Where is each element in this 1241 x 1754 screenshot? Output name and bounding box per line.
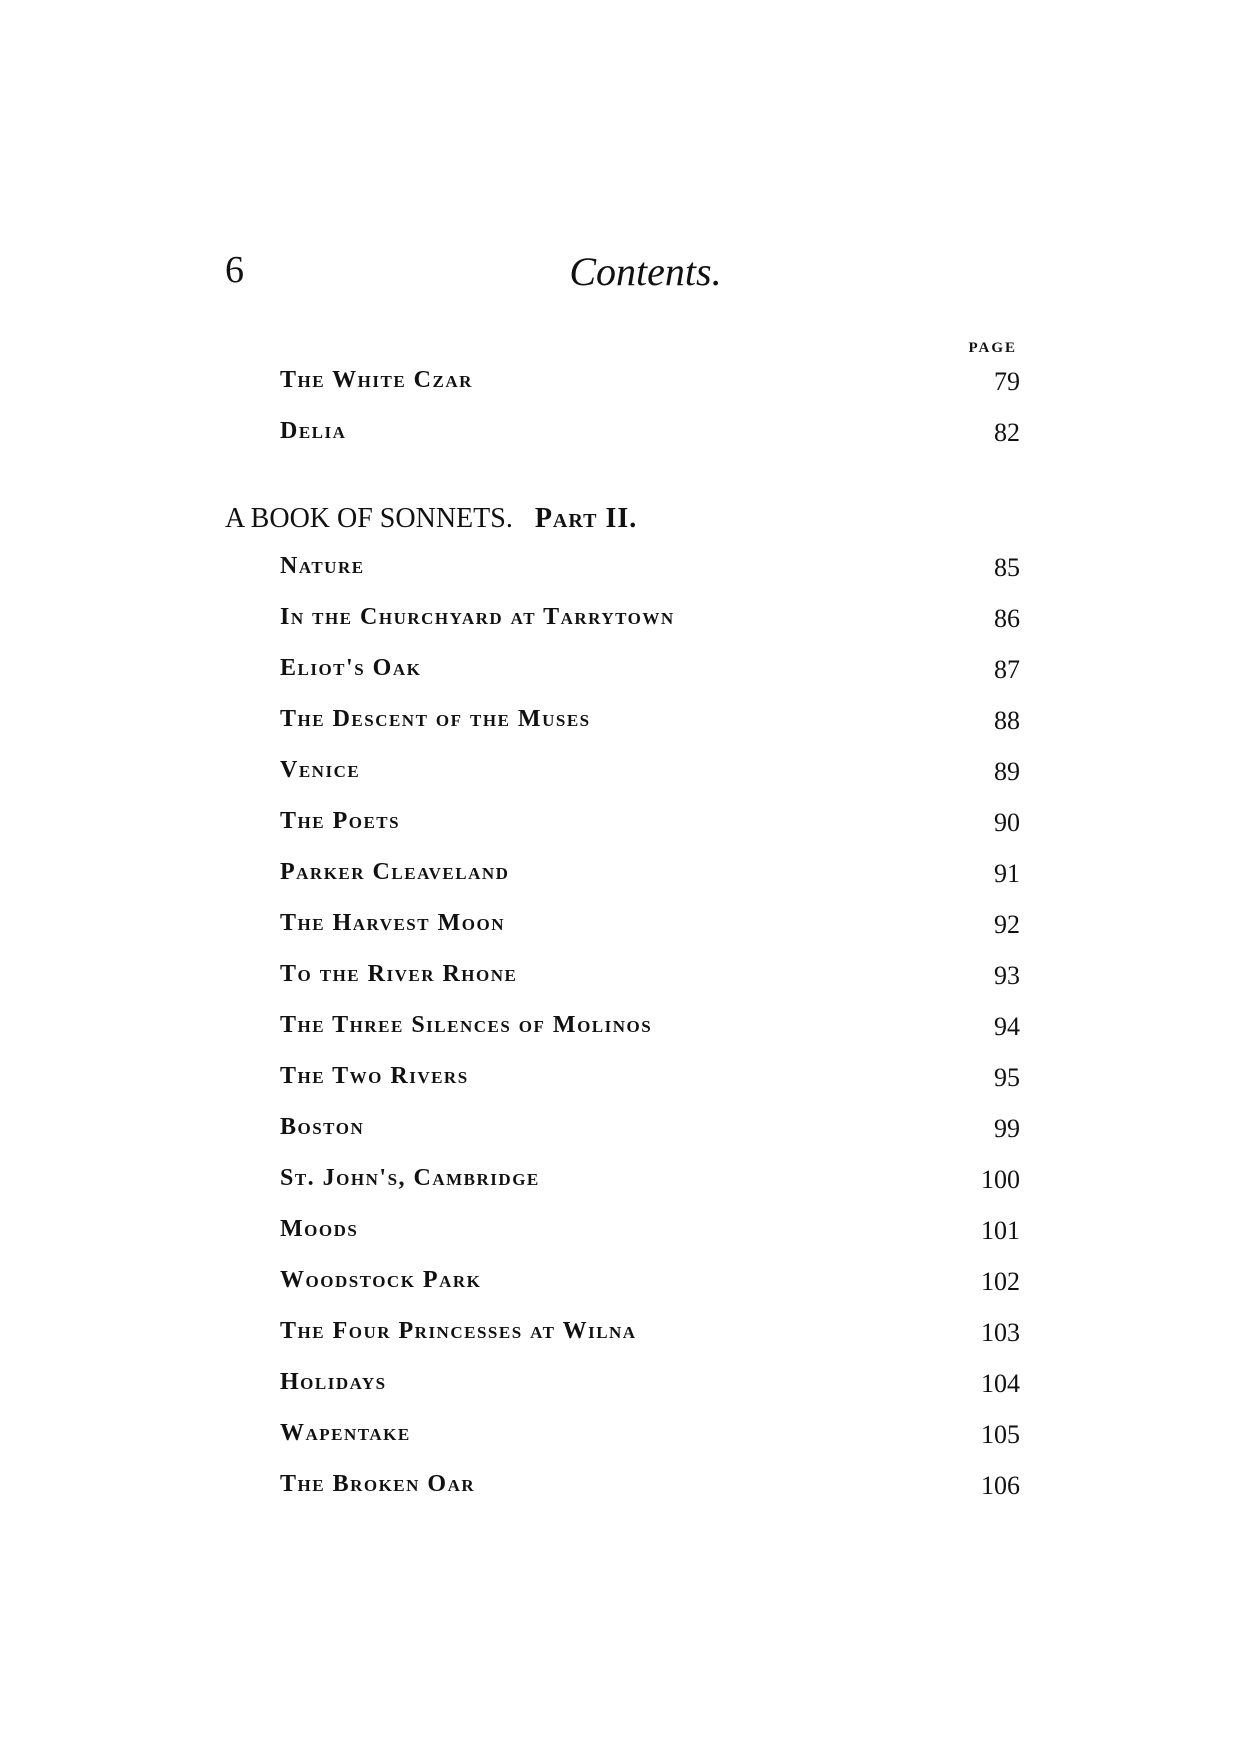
- entry-page: 79: [994, 367, 1020, 396]
- toc-entry: [280, 1063, 1020, 1103]
- toc-entry: [280, 1012, 1020, 1052]
- section-heading: [225, 503, 637, 535]
- entry-page: 94: [994, 1012, 1020, 1041]
- entry-page: 86: [994, 604, 1020, 633]
- entry-title: The Two Rivers: [280, 1063, 469, 1089]
- entry-page: 95: [994, 1063, 1020, 1092]
- entry-title: The Harvest Moon: [280, 910, 505, 936]
- entry-title: St. John's, Cambridge: [280, 1165, 540, 1191]
- entry-title: The White Czar: [280, 367, 473, 393]
- entry-page: 99: [994, 1114, 1020, 1143]
- entry-page: 89: [994, 757, 1020, 786]
- toc-entry: [280, 1471, 1020, 1511]
- entry-page: 88: [994, 706, 1020, 735]
- entry-title: The Descent of the Muses: [280, 706, 591, 732]
- toc-entry: [280, 1369, 1020, 1409]
- entry-page: 91: [994, 859, 1020, 888]
- toc-entry: [280, 1420, 1020, 1460]
- toc-entry: [280, 757, 1020, 797]
- entry-title: Boston: [280, 1114, 365, 1140]
- page-header: [0, 248, 1241, 298]
- entry-page: 93: [994, 961, 1020, 990]
- entry-title: Moods: [280, 1216, 359, 1242]
- toc-entry: [280, 1114, 1020, 1154]
- entry-page: 87: [994, 655, 1020, 684]
- entry-page: 101: [981, 1216, 1020, 1245]
- toc-entry: [280, 655, 1020, 695]
- entry-page: 102: [981, 1267, 1020, 1296]
- toc-entry: [280, 604, 1020, 644]
- page-number: 6: [225, 249, 244, 291]
- toc-entry: [280, 1318, 1020, 1358]
- entry-title: The Broken Oar: [280, 1471, 476, 1497]
- entry-title: In the Churchyard at Tarrytown: [280, 604, 675, 630]
- section-title: A BOOK OF SONNETS.: [225, 503, 513, 534]
- toc-entry: [280, 706, 1020, 746]
- toc-entry: [280, 859, 1020, 899]
- entry-page: 105: [981, 1420, 1020, 1449]
- entry-title: Woodstock Park: [280, 1267, 482, 1293]
- page-column-label: PAGE: [968, 340, 1017, 356]
- toc-entry: [280, 808, 1020, 848]
- entry-title: Venice: [280, 757, 361, 783]
- entry-page: 104: [981, 1369, 1020, 1398]
- section-part: Part II.: [534, 503, 638, 534]
- entry-title: To the River Rhone: [280, 961, 518, 987]
- entry-title: Delia: [280, 418, 347, 444]
- entry-title: Wapentake: [280, 1420, 411, 1446]
- toc-entry: [280, 1267, 1020, 1307]
- entry-title: Holidays: [280, 1369, 387, 1395]
- toc-entry: [280, 367, 1020, 407]
- toc-entry: [280, 1165, 1020, 1205]
- toc-entry: [280, 553, 1020, 593]
- entry-page: 85: [994, 553, 1020, 582]
- entry-page: 90: [994, 808, 1020, 837]
- entry-title: The Four Princesses at Wilna: [280, 1318, 637, 1344]
- toc-entry: [280, 910, 1020, 950]
- toc-entry: [280, 1216, 1020, 1256]
- running-title: Contents.: [569, 249, 722, 294]
- entry-title: The Poets: [280, 808, 401, 834]
- toc-entry: [280, 418, 1020, 458]
- entry-title: Eliot's Oak: [280, 655, 422, 681]
- entry-page: 100: [981, 1165, 1020, 1194]
- entry-title: Parker Cleaveland: [280, 859, 510, 885]
- entry-title: The Three Silences of Molinos: [280, 1012, 653, 1038]
- entry-page: 106: [981, 1471, 1020, 1500]
- toc-entry: [280, 961, 1020, 1001]
- entry-title: Nature: [280, 553, 365, 579]
- entry-page: 103: [981, 1318, 1020, 1347]
- entry-page: 82: [994, 418, 1020, 447]
- entry-page: 92: [994, 910, 1020, 939]
